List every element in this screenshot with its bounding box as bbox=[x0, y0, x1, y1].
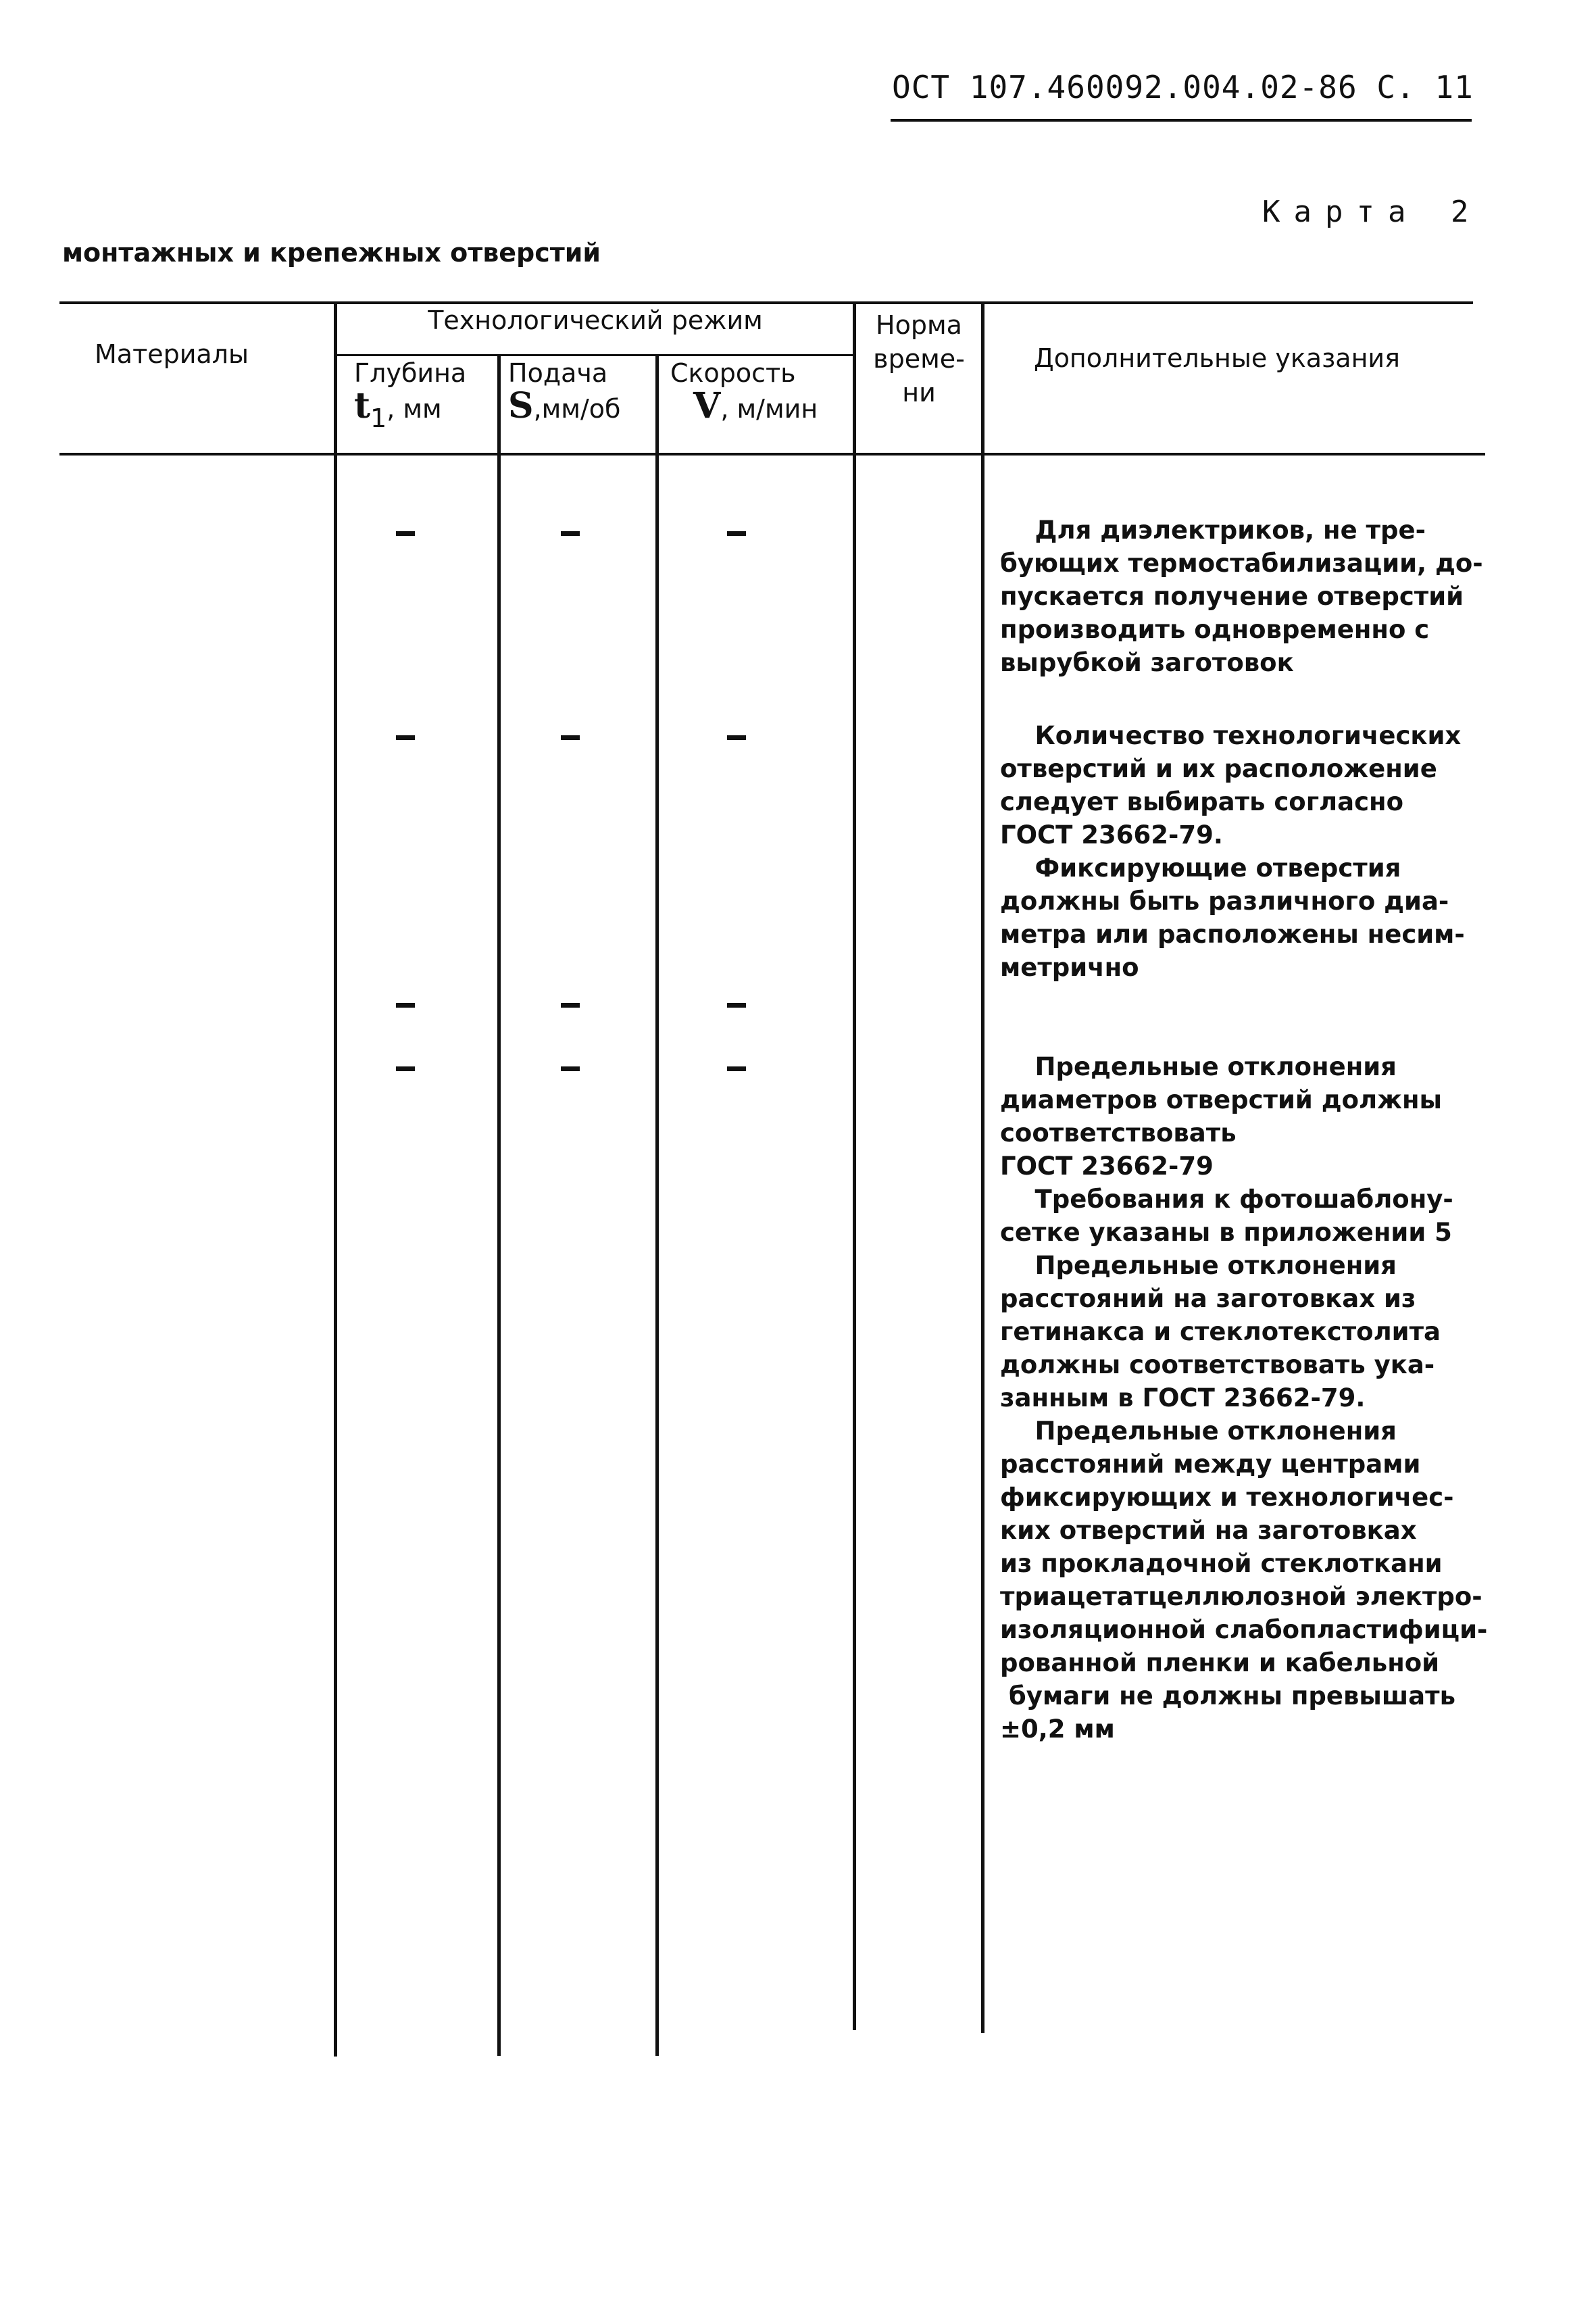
subheader-rule bbox=[334, 354, 854, 356]
depth-unit: , мм bbox=[386, 393, 442, 424]
header-speed bbox=[670, 358, 818, 427]
header-notes: Дополнительные указания bbox=[1034, 343, 1400, 373]
speed-symbol: V bbox=[693, 385, 721, 426]
feed-symbol: S bbox=[508, 385, 534, 426]
table-top-rule bbox=[59, 301, 1473, 304]
header-norm-line2: време- bbox=[873, 344, 965, 374]
col-divider-5 bbox=[981, 303, 984, 2033]
dash-feed-row1 bbox=[561, 531, 580, 536]
card-label: Карта 2 bbox=[1262, 195, 1482, 229]
header-feed-unit-line bbox=[508, 385, 620, 427]
header-norm-line1: Норма bbox=[876, 310, 962, 340]
col-divider-4 bbox=[853, 303, 856, 2030]
section-title: монтажных и крепежных отверстий bbox=[62, 238, 601, 268]
dash-feed-row4 bbox=[561, 1066, 580, 1071]
header-speed-label: Скорость bbox=[670, 358, 796, 388]
header-rule bbox=[891, 119, 1472, 122]
dash-speed-row3 bbox=[727, 1003, 746, 1008]
dash-depth-row4 bbox=[396, 1066, 415, 1071]
col-divider-2 bbox=[497, 355, 501, 2056]
header-speed-unit-line bbox=[670, 385, 818, 427]
note-dielectrics: Для диэлектриков, не тре- бующих термостабилизации, до- пускается получение отверстий производить одновременно с вырубкой заготовок bbox=[1000, 516, 1483, 677]
header-depth-unit-line bbox=[354, 385, 466, 433]
dash-speed-row4 bbox=[727, 1066, 746, 1071]
header-bottom-rule bbox=[59, 453, 1485, 456]
dash-speed-row1 bbox=[727, 531, 746, 536]
dash-feed-row2 bbox=[561, 735, 580, 740]
header-depth bbox=[354, 358, 467, 433]
header-materials: Материалы bbox=[95, 339, 249, 369]
depth-subscript: 1 bbox=[370, 403, 387, 433]
dash-depth-row2 bbox=[396, 735, 415, 740]
col-divider-3 bbox=[655, 355, 659, 2056]
document-code: ОСТ 107.460092.004.02-86 С. 11 bbox=[892, 69, 1474, 105]
header-depth-label: Глубина bbox=[354, 358, 467, 388]
speed-unit: , м/мин bbox=[720, 393, 818, 424]
note-deviations: Предельные отклонения диаметров отверстий должны соответствовать ГОСТ 23662-79 Требования к фотошаблону- сетке указаны в приложении 5 Предельные отклонения расстояний на заготовках из гетинакса и стеклотекстолита должны соответствовать ука- занным в ГОСТ 23662-79. Предельные отклонения расстояний между центрами фиксирующих и технологичес- ких отверстий на заготовках из прокладочной стеклоткани триацетатцеллюлозной электро- изоляционной слабопластифици- рованной пленки и кабельной бумаги не должны превышать ±0,2 мм bbox=[1000, 1052, 1488, 1744]
dash-feed-row3 bbox=[561, 1003, 580, 1008]
note-tech-holes: Количество технологических отверстий и их расположение следует выбирать согласно ГОСТ 23662-79. Фиксирующие отверстия должны быть различного диа- метра или расположены несим- метрично bbox=[1000, 721, 1465, 982]
col-divider-1 bbox=[334, 303, 337, 2057]
depth-symbol: t bbox=[354, 385, 371, 426]
header-feed bbox=[508, 358, 620, 427]
dash-depth-row3 bbox=[396, 1003, 415, 1008]
dash-depth-row1 bbox=[396, 531, 415, 536]
dash-speed-row2 bbox=[727, 735, 746, 740]
header-tech-mode: Технологический режим bbox=[428, 305, 763, 335]
header-norm bbox=[857, 308, 981, 410]
header-feed-label: Подача bbox=[508, 358, 608, 388]
feed-unit: ,мм/об bbox=[533, 393, 621, 424]
header-norm-line3: ни bbox=[902, 378, 936, 408]
